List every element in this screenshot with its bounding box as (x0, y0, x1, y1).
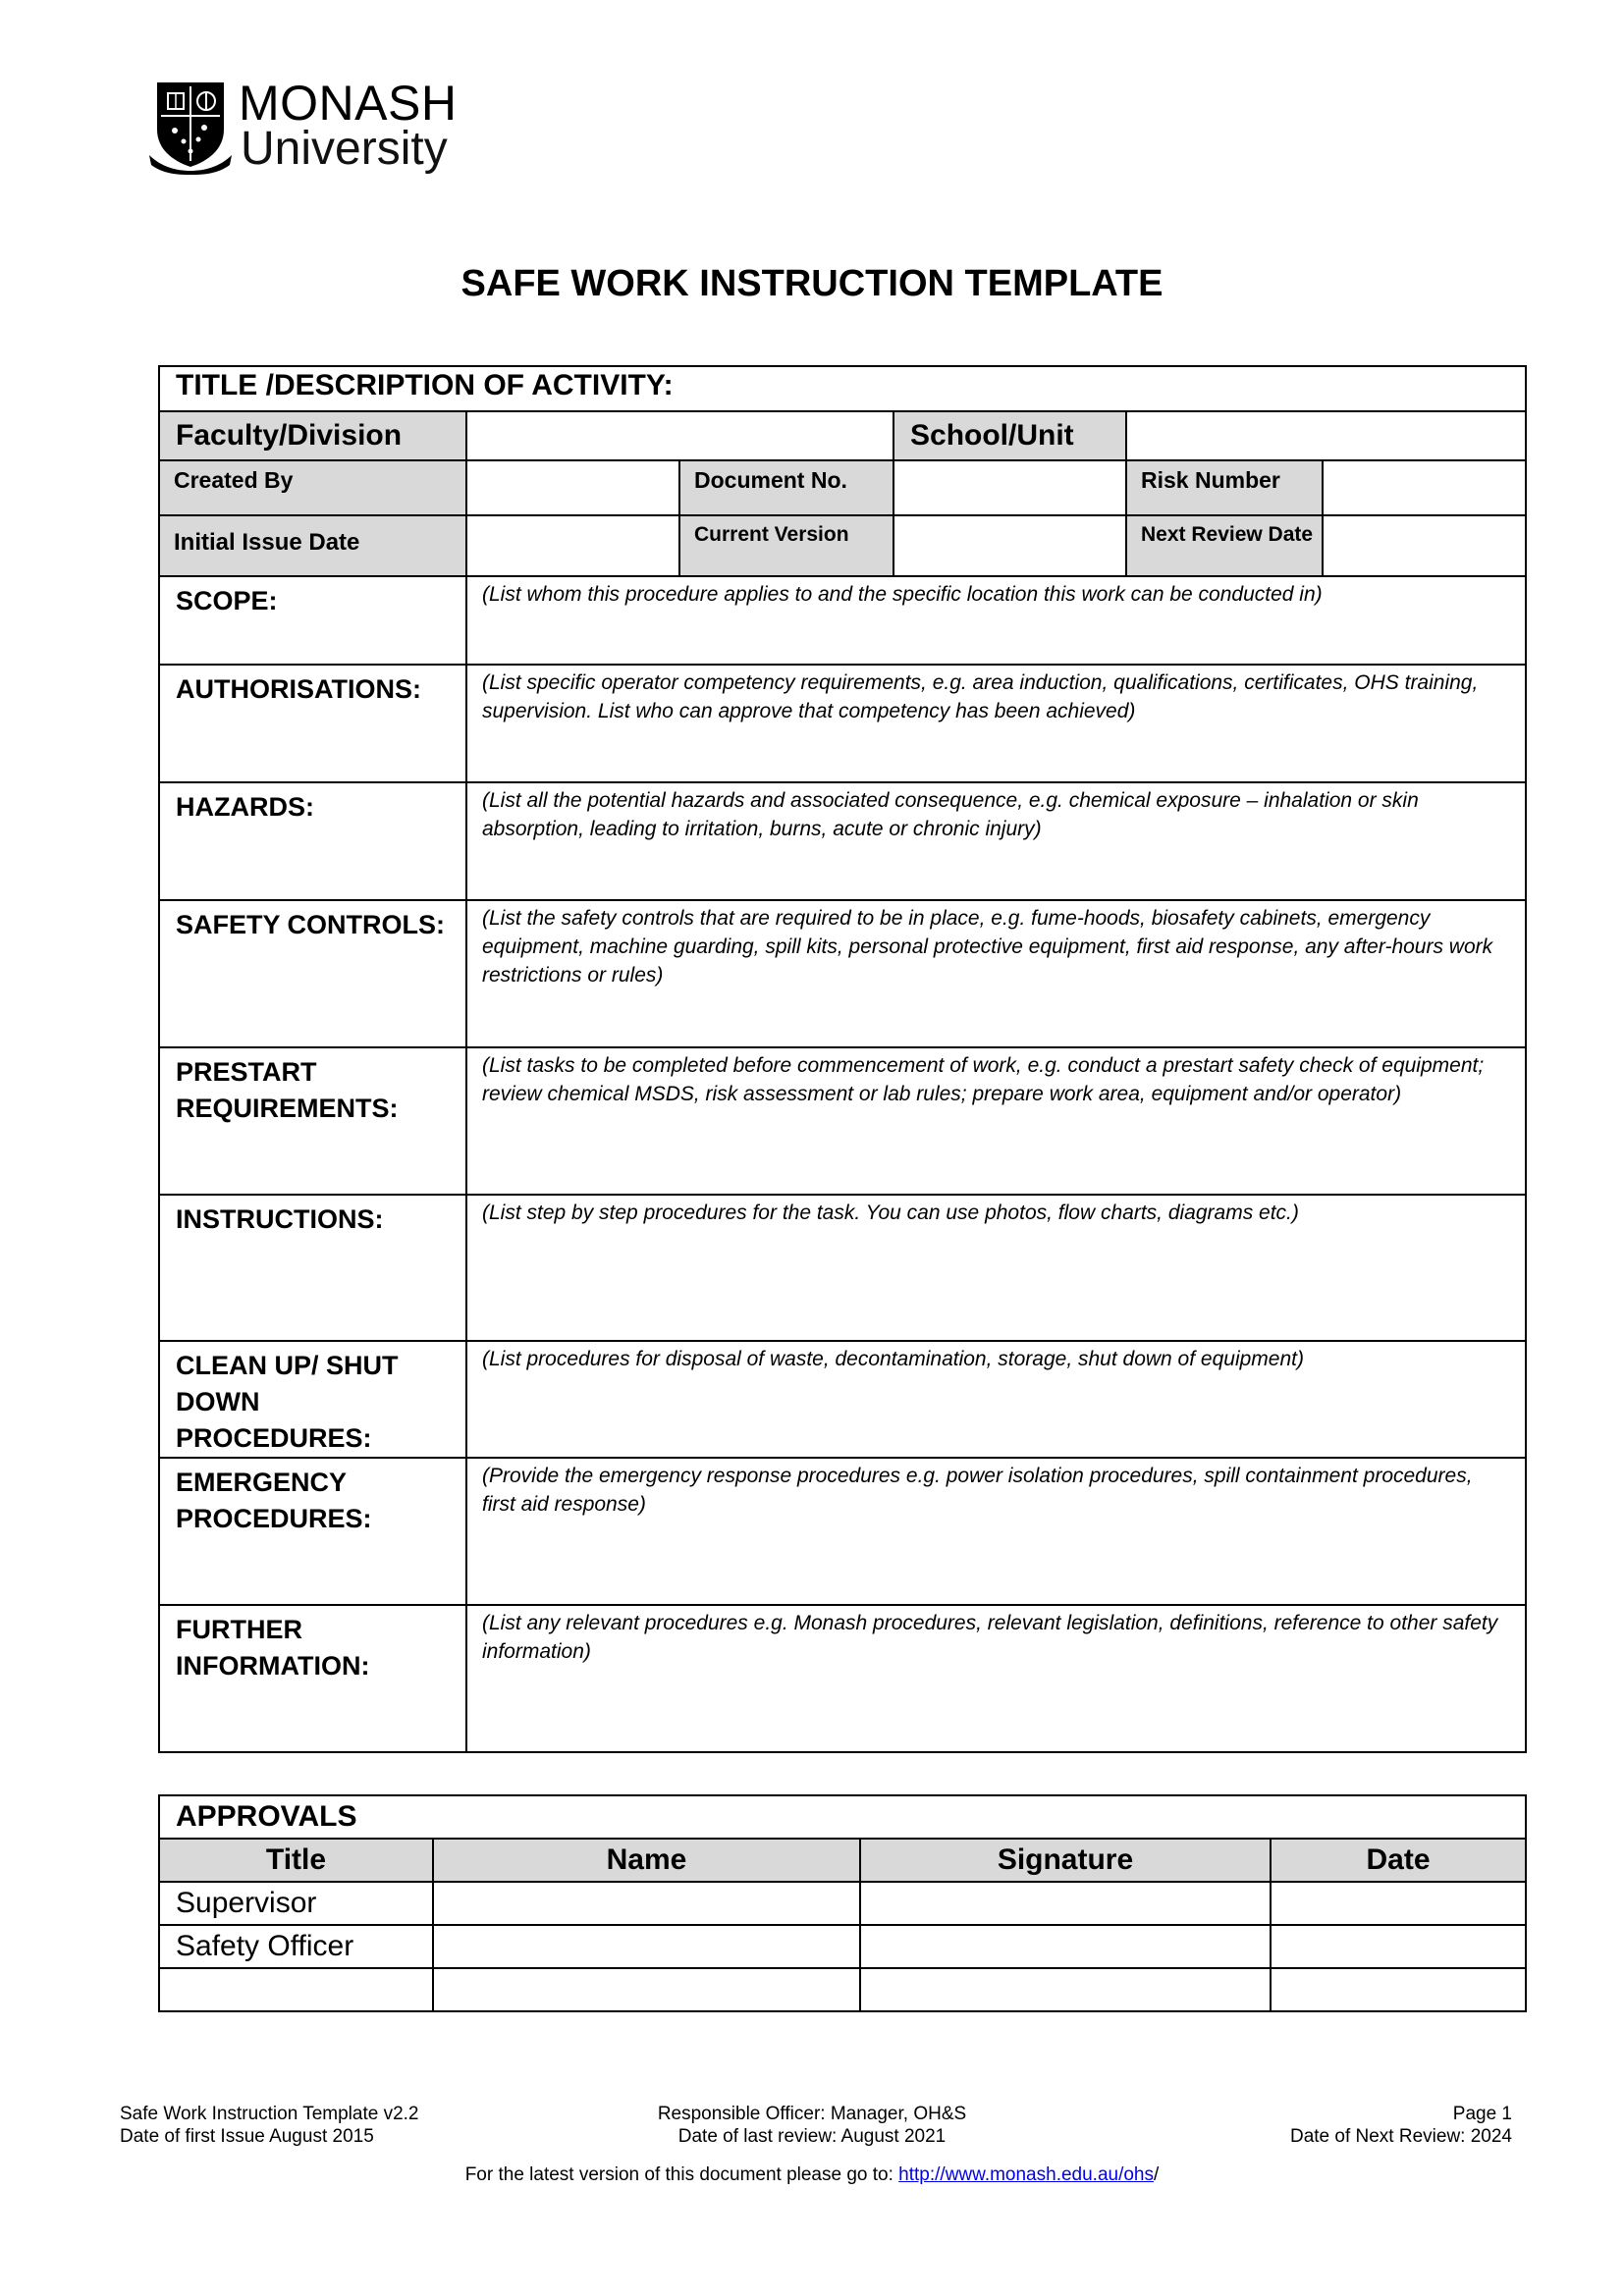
approver-title-safety-officer: Safety Officer (159, 1925, 433, 1968)
school-unit-label: School/Unit (893, 411, 1126, 460)
footer-latest-text: For the latest version of this document please go to: (464, 2164, 893, 2185)
monash-crest-icon (147, 77, 234, 175)
footer-page-number: Page 1 (1452, 2104, 1512, 2124)
safety-controls-label: SAFETY CONTROLS: (159, 900, 466, 1047)
table-row (159, 1968, 1526, 2011)
approver-title-supervisor: Supervisor (159, 1882, 433, 1925)
approvals-heading: APPROVALS (159, 1795, 1526, 1839)
footer-first-issue: Date of first Issue August 2015 (120, 2126, 374, 2147)
approver-date-field[interactable] (1271, 1968, 1526, 2011)
approver-date-field[interactable] (1271, 1925, 1526, 1968)
safety-controls-field[interactable]: (List the safety controls that are required to be in place, e.g. fume-hoods, biosafety cabinets, emergency equipment, machine guarding, spill kits, personal protective equipment, first aid response, any after-hours work restrictions or rules) (466, 900, 1526, 1047)
logo-wordmark-university: University (241, 123, 448, 175)
table-row (159, 1925, 1526, 1968)
approvals-col-signature: Signature (860, 1839, 1271, 1882)
prestart-requirements-label: PRESTART REQUIREMENTS: (159, 1047, 466, 1195)
prestart-requirements-field[interactable]: (List tasks to be completed before commencement of work, e.g. conduct a prestart safety check of equipment; review chemical MSDS, risk assessment or lab rules; prepare work area, equipment and/or operator) (466, 1047, 1526, 1195)
faculty-division-field[interactable] (466, 411, 893, 460)
created-by-label: Created By (159, 460, 466, 515)
authorisations-field[interactable]: (List specific operator competency requirements, e.g. area induction, qualifications, certificates, OHS training, supervision. List who can approve that competency has been achieved) (466, 665, 1526, 782)
approver-signature-field[interactable] (860, 1968, 1271, 2011)
emergency-procedures-field[interactable]: (Provide the emergency response procedures e.g. power isolation procedures, spill containment procedures, first aid response) (466, 1458, 1526, 1605)
approvals-col-date: Date (1271, 1839, 1526, 1882)
instructions-field[interactable]: (List step by step procedures for the task. You can use photos, flow charts, diagrams etc.) (466, 1195, 1526, 1341)
footer-right (1290, 2103, 1512, 2148)
approver-name-field[interactable] (433, 1882, 860, 1925)
further-information-field[interactable]: (List any relevant procedures e.g. Monash procedures, relevant legislation, definitions, reference to other safety information) (466, 1605, 1526, 1752)
hazards-field[interactable]: (List all the potential hazards and associated consequence, e.g. chemical exposure – inhalation or skin absorption, leading to irritation, burns, acute or chronic injury) (466, 782, 1526, 900)
footer-latest-version (0, 2164, 1624, 2186)
document-no-label: Document No. (679, 460, 893, 515)
current-version-field[interactable] (893, 515, 1126, 576)
scope-field[interactable]: (List whom this procedure applies to and the specific location this work can be conducted in) (466, 576, 1526, 665)
initial-issue-date-field[interactable] (466, 515, 679, 576)
current-version-label: Current Version (679, 515, 893, 576)
footer-latest-suffix: / (1154, 2164, 1160, 2185)
hazards-label: HAZARDS: (159, 782, 466, 900)
footer-next-review: Date of Next Review: 2024 (1289, 2126, 1512, 2147)
approver-signature-field[interactable] (860, 1925, 1271, 1968)
approver-date-field[interactable] (1271, 1882, 1526, 1925)
approver-name-field[interactable] (433, 1925, 860, 1968)
created-by-field[interactable] (466, 460, 679, 515)
document-no-field[interactable] (893, 460, 1126, 515)
footer-template-version: Safe Work Instruction Template v2.2 (120, 2104, 419, 2124)
safe-work-form-table (158, 365, 1527, 1753)
approver-signature-field[interactable] (860, 1882, 1271, 1925)
initial-issue-date-label: Initial Issue Date (159, 515, 466, 576)
authorisations-label: AUTHORISATIONS: (159, 665, 466, 782)
approvals-col-name: Name (433, 1839, 860, 1882)
approvals-col-title: Title (159, 1839, 433, 1882)
activity-title-label: TITLE /DESCRIPTION OF ACTIVITY: (159, 366, 1526, 411)
school-unit-field[interactable] (1126, 411, 1526, 460)
table-row (159, 1882, 1526, 1925)
risk-number-label: Risk Number (1126, 460, 1323, 515)
page-title: SAFE WORK INSTRUCTION TEMPLATE (460, 263, 1164, 304)
scope-label: SCOPE: (159, 576, 466, 665)
approvals-table (158, 1794, 1527, 2012)
footer-responsible-officer: Responsible Officer: Manager, OH&S (657, 2104, 967, 2124)
monash-logo (147, 77, 471, 175)
next-review-date-label: Next Review Date (1126, 515, 1323, 576)
further-information-label: FURTHER INFORMATION: (159, 1605, 466, 1752)
logo-wordmark-monash: MONASH (239, 76, 458, 131)
approver-name-field[interactable] (433, 1968, 860, 2011)
ohs-link[interactable]: http://www.monash.edu.au/ohs (898, 2164, 1154, 2185)
next-review-date-field[interactable] (1323, 515, 1526, 576)
instructions-label: INSTRUCTIONS: (159, 1195, 466, 1341)
approver-title-field[interactable] (159, 1968, 433, 2011)
emergency-procedures-label: EMERGENCY PROCEDURES: (159, 1458, 466, 1605)
clean-up-field[interactable]: (List procedures for disposal of waste, decontamination, storage, shut down of equipment) (466, 1341, 1526, 1458)
risk-number-field[interactable] (1323, 460, 1526, 515)
footer-last-review: Date of last review: August 2021 (677, 2126, 947, 2147)
faculty-division-label: Faculty/Division (159, 411, 466, 460)
clean-up-label: CLEAN UP/ SHUT DOWN PROCEDURES: (159, 1341, 466, 1458)
